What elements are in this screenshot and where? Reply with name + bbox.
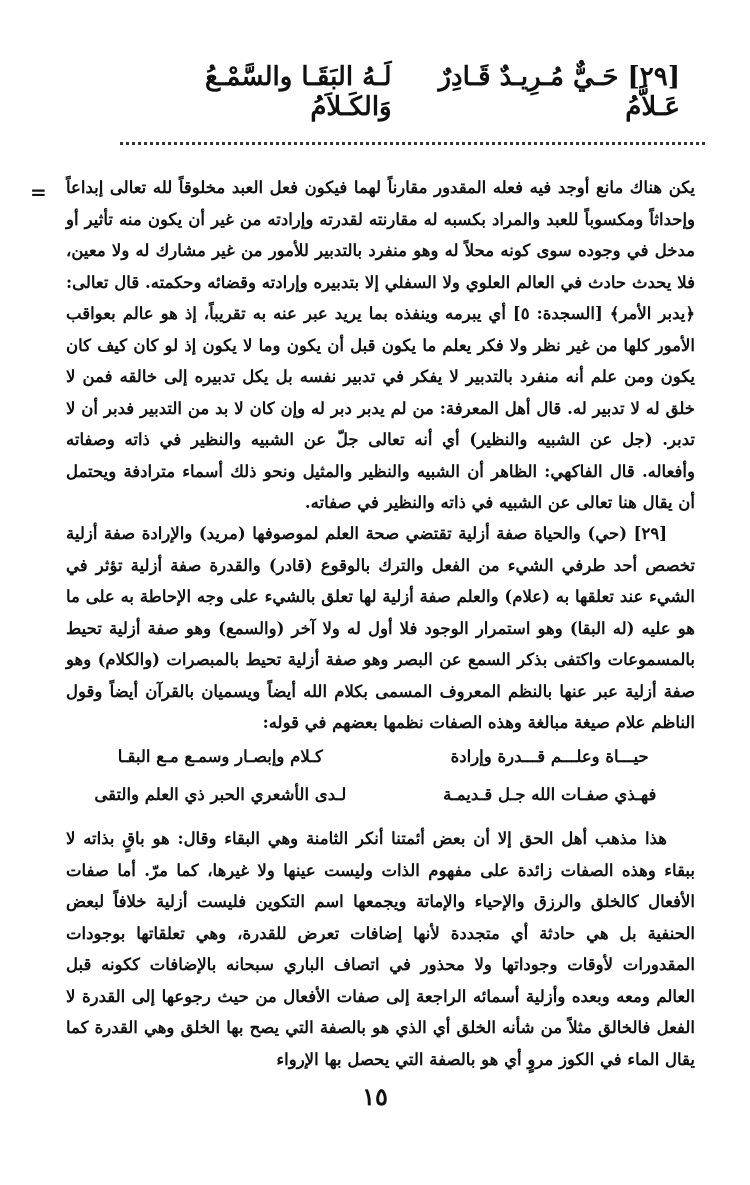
verse-first-hemistich: [٢٩] حَـيٌّ مُـرِيـدٌ قَـادِرٌ عَـلاَّمُ bbox=[438, 62, 680, 122]
dotted-divider bbox=[120, 142, 705, 145]
poem-hemistich-first: حيـــاة وعلـــم قـــدرة وإرادة bbox=[450, 747, 649, 766]
poem-line bbox=[80, 738, 690, 776]
verse-header bbox=[130, 62, 680, 122]
poem-hemistich-first: فهـذي صفـات الله جـل قـديمـة bbox=[443, 785, 657, 804]
poem-hemistich-second: كـلام وإبصـار وسمـع مـع البقـا bbox=[117, 747, 323, 766]
paragraph-commentary-2: [٢٩] (حي) والحياة صفة أزلية تقتضي صحة العلم لموصوفها (مريد) والإرادة صفة أزلية تخصص أحد طرفي الشيء من الفعل والترك بالوقوع (قادر) والقدرة صفة أزلية تؤثر في الشيء عند تعلقها به (علام) والعلم صفة أزلية لها تعلق بالشيء على وجه الإحاطة به على ما هو عليه (له البقا) وهو استمرار الوجود فلا أول له ولا آخر (والسمع) وهو صفة أزلية تحيط بالمسموعات واكتفى بذكر السمع عن البصر وهو صفة أزلية تحيط بالمبصرات (والكلام) وهو صفة أزلية عبر عنها بالنظم المعروف المسمى بكلام الله أيضاً ويسميان بالقرآن أيضاً وقول الناظم علام صيغة مبالغة وهذه الصفات نظمها بعضهم في قوله: bbox=[66, 524, 695, 732]
page-number: ١٥ bbox=[362, 1082, 388, 1111]
verse-second-hemistich: لَـهُ البَقَـا والسَّمْـعُ وَالكَـلاَمُ bbox=[204, 62, 392, 122]
poem-hemistich-second: لـدى الأشعري الحبر ذي العلم والتقى bbox=[94, 785, 347, 804]
paragraph-commentary-3: هذا مذهب أهل الحق إلا أن بعض أئمتنا أنكر الثامنة وهي البقاء وقال: هو باقٍ بذاته لا ببقاء وهذه الصفات زائدة على مفهوم الذات وليست عينها ولا غيرها، كما مرّ. أما صفات الأفعال كالخلق والرزق والإحياء والإماتة ويجمعها اسم التكوين فليست أزلية خلافاً لبعض الحنفية بل هي حادثة أي متجددة لأنها إضافات تعرض للقدرة، وهي تعلقاتها بوجودات المقدورات لأوقات وجوداتها ولا محذور في اتصاف الباري سبحانه بالإضافات ككونه قبل العالم ومعه وبعده وأزلية أسمائه الراجعة إلى صفات الأفعال من حيث رجوعها إلى القدرة لا الفعل فالخالق مثلاً من شأنه الخلق أي الذي هو بالصفة التي يصح بها الخلق وهي القدرة كما يقال الماء في الكوز مروٍ أي هو بالصفة التي يحصل بها الإرواء bbox=[66, 829, 695, 1069]
paragraph-commentary-1: يكن هناك مانع أوجد فيه فعله المقدور مقارناً لهما فيكون فعل العبد مخلوقاً لله تعالى إبداعاً وإحداثاً ومكسوباً للعبد والمراد بكسبه له مقارنته لقدرته وإرادته من غير أن يكون منه تأثير أو مدخل في وجوده سوى كونه محلاً له وهو منفرد بالتدبير للأمور من غير مشارك له ولا معين، فلا يحدث حادث في العالم العلوي ولا السفلي إلا بتدبيره وإرادته وقضائه وحكمته. قال تعالى: ﴿يدبر الأمر﴾ [السجدة: ٥] أي يبرمه وينفذه بما يريد عبر عنه به تقريباً، إذ هو عالم بعواقب الأمور كلها من غير نظر ولا فكر يعلم ما يكون قبل أن يكون وما لا يكون إذ لو كان كيف كان يكون ومن علم أنه منفرد بالتدبير لا يفكر في تدبير نفسه بل يكل تدبيره إلى خالقه فمن لا خلق له لا تدبير له. قال أهل المعرفة: من لم يدبر دبر له وإن كان لا بد من التدبير فدبر أن لا تدبر. (جل عن الشبيه والنظير) أي أنه تعالى جلّ عن الشبيه والنظير في ذاته وصفاته وأفعاله. قال الفاكهي: الظاهر أن الشبيه والنظير والمثيل ونحو ذلك أسماء مترادفة ويحتمل أن يقال هنا تعالى عن الشبيه في ذاته والنظير في صفاته. bbox=[66, 178, 696, 512]
continuation-mark: = bbox=[30, 180, 47, 204]
poem-block bbox=[80, 738, 690, 818]
poem-line bbox=[80, 776, 690, 814]
